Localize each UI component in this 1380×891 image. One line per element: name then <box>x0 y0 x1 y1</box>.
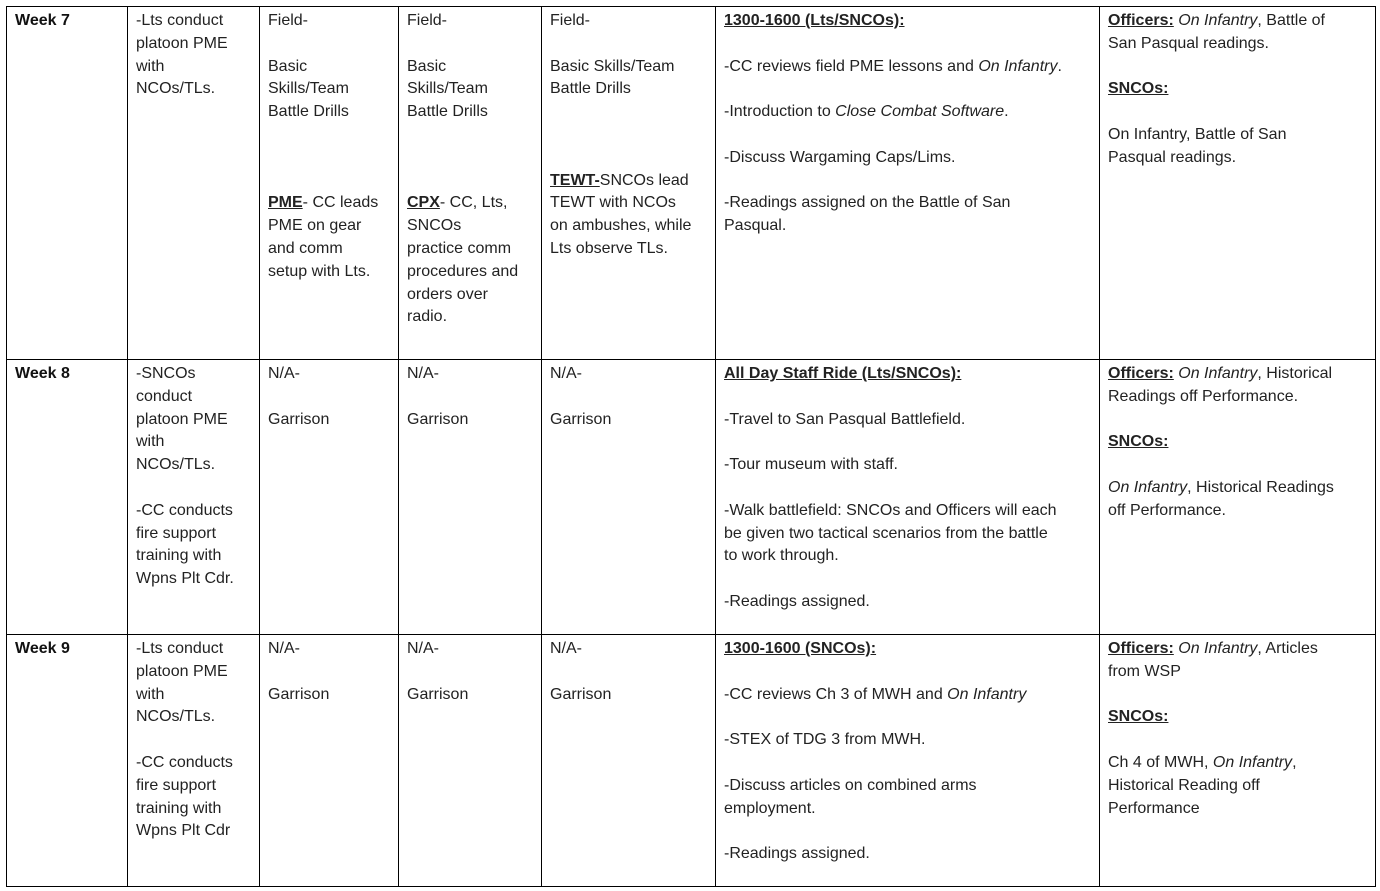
day3-cell <box>542 635 716 887</box>
day-line: Field- <box>268 12 309 29</box>
day-line: N/A- <box>407 640 439 657</box>
activity-line: with <box>136 433 165 451</box>
activity-line: fire support <box>136 524 217 542</box>
activity-line: Wpns Plt Cdr. <box>136 570 234 588</box>
pme-header: All Day Staff Ride (Lts/SNCOs): <box>724 365 962 382</box>
readings-line: Ch 4 of MWH, On Infantry, <box>1108 753 1297 771</box>
readings-cell <box>1100 7 1376 360</box>
pme-line: Pasqual. <box>724 217 787 235</box>
day-line: Battle Drills <box>407 103 488 121</box>
day-line: N/A- <box>550 365 582 382</box>
pme-cell <box>716 635 1100 887</box>
pme-line: -CC reviews Ch 3 of MWH and On Infantry <box>724 685 1027 703</box>
week-label: Week 7 <box>7 7 128 360</box>
day-line: N/A- <box>550 640 582 657</box>
readings-line: On Infantry, Historical Readings <box>1108 478 1334 496</box>
day1-cell <box>260 360 399 635</box>
table-row-week-9 <box>7 635 1376 887</box>
day-line: Skills/Team <box>268 80 349 98</box>
pme-line: -Walk battlefield: SNCOs and Officers will each <box>724 501 1057 519</box>
pme-line: -Tour museum with staff. <box>724 456 898 474</box>
readings-line: Historical Reading off <box>1108 776 1260 794</box>
officers-label: Officers: <box>1108 365 1174 382</box>
pme-header: 1300-1600 (SNCOs): <box>724 640 877 657</box>
readings-line: Pasqual readings. <box>1108 148 1237 166</box>
activity-line: NCOs/TLs. <box>136 456 216 474</box>
day-line: Garrison <box>268 410 330 428</box>
activity-cell <box>128 360 260 635</box>
cpx-tag: CPX <box>407 194 440 212</box>
activity-line: NCOs/TLs. <box>136 708 216 726</box>
day-line: Basic <box>407 57 447 75</box>
officers-label: Officers: <box>1108 640 1174 657</box>
day-line: procedures and <box>407 262 519 280</box>
pme-line: -CC reviews field PME lessons and On Infantry. <box>724 57 1062 75</box>
pme-line: -Readings assigned. <box>724 845 870 863</box>
day-line: Garrison <box>550 685 612 703</box>
day2-cell <box>399 360 542 635</box>
pme-line: -Introduction to Close Combat Software. <box>724 103 1009 121</box>
activity-line: -CC conducts <box>136 501 233 519</box>
day-line: CPX- CC, Lts, <box>407 194 508 212</box>
day-line: N/A- <box>268 365 300 382</box>
day-line: Battle Drills <box>550 80 631 98</box>
pme-line: -Discuss Wargaming Caps/Lims. <box>724 148 956 166</box>
activity-line: platoon PME <box>136 34 228 52</box>
pme-line: to work through. <box>724 547 839 565</box>
sncos-label: SNCOs: <box>1108 708 1169 726</box>
activity-line: platoon PME <box>136 662 228 680</box>
pme-line: -STEX of TDG 3 from MWH. <box>724 731 926 749</box>
readings-line: Performance <box>1108 799 1200 817</box>
day3-cell <box>542 7 716 360</box>
day-line: Garrison <box>407 685 469 703</box>
day-line: Garrison <box>268 685 330 703</box>
day-line: orders over <box>407 285 488 303</box>
day-line: Field- <box>550 12 591 29</box>
pme-header: 1300-1600 (Lts/SNCOs): <box>724 12 905 29</box>
day-line: Lts observe TLs. <box>550 239 668 257</box>
day2-cell <box>399 635 542 887</box>
readings-cell <box>1100 360 1376 635</box>
pme-line: -Travel to San Pasqual Battlefield. <box>724 410 966 428</box>
pme-tag: PME <box>268 194 303 212</box>
activity-line: with <box>136 685 165 703</box>
readings-line: On Infantry, Battle of San <box>1108 125 1287 143</box>
sncos-label: SNCOs: <box>1108 433 1169 451</box>
day-line: TEWT-SNCOs lead <box>550 171 689 189</box>
day-line: SNCOs <box>407 217 462 235</box>
activity-line: Wpns Plt Cdr <box>136 822 231 840</box>
readings-cell <box>1100 635 1376 887</box>
sncos-label: SNCOs: <box>1108 80 1169 98</box>
activity-cell <box>128 7 260 360</box>
day-line: PME- CC leads <box>268 194 379 212</box>
activity-cell <box>128 635 260 887</box>
tewt-tag: TEWT- <box>550 171 600 189</box>
officers-label: Officers: <box>1108 12 1174 29</box>
day-line: setup with Lts. <box>268 262 371 280</box>
activity-line: with <box>136 57 165 75</box>
day-line: Field- <box>407 12 448 29</box>
day1-cell <box>260 7 399 360</box>
activity-line: fire support <box>136 776 217 794</box>
training-schedule-table <box>6 6 1376 887</box>
day-line: N/A- <box>407 365 439 382</box>
activity-line: NCOs/TLs. <box>136 80 216 98</box>
day-line: on ambushes, while <box>550 217 692 235</box>
day-line: radio. <box>407 308 448 326</box>
day-line: Garrison <box>407 410 469 428</box>
pme-line: -Discuss articles on combined arms <box>724 776 977 794</box>
activity-line: -Lts conduct <box>136 12 224 29</box>
day1-cell <box>260 635 399 887</box>
pme-cell <box>716 7 1100 360</box>
readings-line: Readings off Performance. <box>1108 387 1299 405</box>
activity-line: conduct <box>136 387 193 405</box>
readings-line: off Performance. <box>1108 501 1226 519</box>
officers-readings: Officers: On Infantry, Historical <box>1108 365 1333 382</box>
activity-line: -CC conducts <box>136 753 233 771</box>
pme-line: -Readings assigned. <box>724 592 870 610</box>
day2-cell <box>399 7 542 360</box>
week-label: Week 9 <box>7 635 128 887</box>
week-label: Week 8 <box>7 360 128 635</box>
day-line: Basic <box>268 57 308 75</box>
readings-line: San Pasqual readings. <box>1108 34 1269 52</box>
activity-line: training with <box>136 547 222 565</box>
day-line: PME on gear <box>268 217 362 235</box>
pme-line: -Readings assigned on the Battle of San <box>724 194 1011 212</box>
activity-line: platoon PME <box>136 410 228 428</box>
day-line: practice comm <box>407 239 512 257</box>
day-line: N/A- <box>268 640 300 657</box>
table-row-week-8 <box>7 360 1376 635</box>
day-line: Garrison <box>550 410 612 428</box>
table-row-week-7 <box>7 7 1376 360</box>
day-line: Skills/Team <box>407 80 488 98</box>
pme-line: employment. <box>724 799 816 817</box>
activity-line: -Lts conduct <box>136 640 224 657</box>
officers-readings: Officers: On Infantry, Battle of <box>1108 12 1325 29</box>
readings-line: from WSP <box>1108 662 1181 680</box>
day-line: Basic Skills/Team <box>550 57 675 75</box>
day-line: TEWT with NCOs <box>550 194 676 212</box>
pme-cell <box>716 360 1100 635</box>
activity-line: training with <box>136 799 222 817</box>
day3-cell <box>542 360 716 635</box>
day-line: and comm <box>268 239 343 257</box>
officers-readings: Officers: On Infantry, Articles <box>1108 640 1318 657</box>
pme-line: be given two tactical scenarios from the battle <box>724 524 1048 542</box>
day-line: Battle Drills <box>268 103 349 121</box>
activity-line: -SNCOs <box>136 365 196 382</box>
